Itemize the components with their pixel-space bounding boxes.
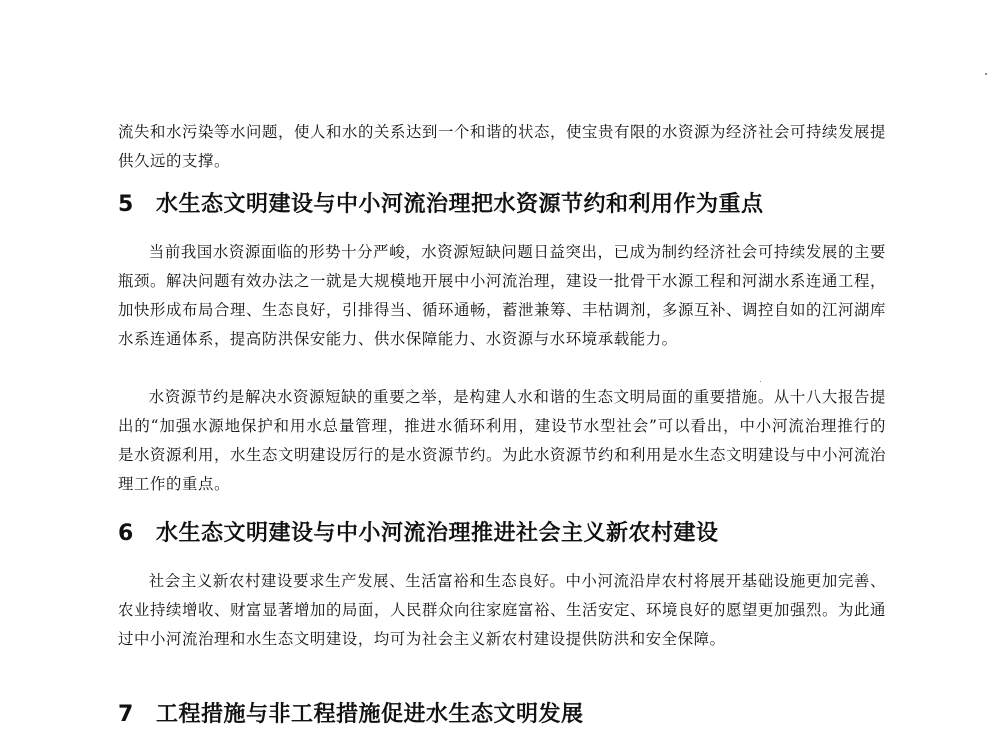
section-title: 水生态文明建设与中小河流治理推进社会主义新农村建设 bbox=[156, 521, 719, 546]
section-title: 水生态文明建设与中小河流治理把水资源节约和利用作为重点 bbox=[156, 192, 764, 217]
section-title: 工程措施与非工程措施促进水生态文明发展 bbox=[156, 702, 584, 727]
paragraph-continued: 流失和水污染等水问题，使人和水的关系达到一个和谐的状态，使宝贵有限的水资源为经济社会可持续发展提供久远的支撑。 bbox=[118, 123, 886, 170]
section-number: 7 bbox=[118, 702, 134, 727]
paragraph-5-1: 当前我国水资源面临的形势十分严峻，水资源短缺问题日益突出，已成为制约经济社会可持续发展的主要瓶颈。解决问题有效办法之一就是大规模地开展中小河流治理，建设一批骨干水源工程和河湖水系连通工程，加快形成布局合理、生态良好，引排得当、循环通畅，蓄泄兼筹、丰枯调剂，多源互补、调控自如的江河湖库水系连通体系，提高防洪保安能力、供水保障能力、水资源与水环境承载能力。 bbox=[118, 243, 886, 348]
scan-speck bbox=[760, 381, 761, 382]
paragraph-5-2: 水资源节约是解决水资源短缺的重要之举，是构建人水和谐的生态文明局面的重要措施。从十八大报告提出的“加强水源地保护和用水总量管理，推进水循环利用，建设节水型社会”可以看出，中小河流治理推行的是水资源利用，水生态文明建设厉行的是水资源节约。为此水资源节约和利用是水生态文明建设与中小河流治理工作的重点。 bbox=[118, 388, 886, 493]
scan-speck bbox=[985, 73, 987, 75]
paragraph-6-1: 社会主义新农村建设要求生产发展、生活富裕和生态良好。中小河流沿岸农村将展开基础设施更加完善、农业持续增收、财富显著增加的局面，人民群众向往家庭富裕、生活安定、环境良好的愿望更加强烈。为此通过中小河流治理和水生态文明建设，均可为社会主义新农村建设提供防洪和安全保障。 bbox=[118, 572, 886, 648]
section-number: 5 bbox=[118, 192, 134, 217]
section-heading-6 bbox=[118, 519, 898, 549]
section-number: 6 bbox=[118, 521, 134, 546]
section-heading-7 bbox=[118, 700, 898, 730]
section-heading-5 bbox=[118, 190, 898, 220]
